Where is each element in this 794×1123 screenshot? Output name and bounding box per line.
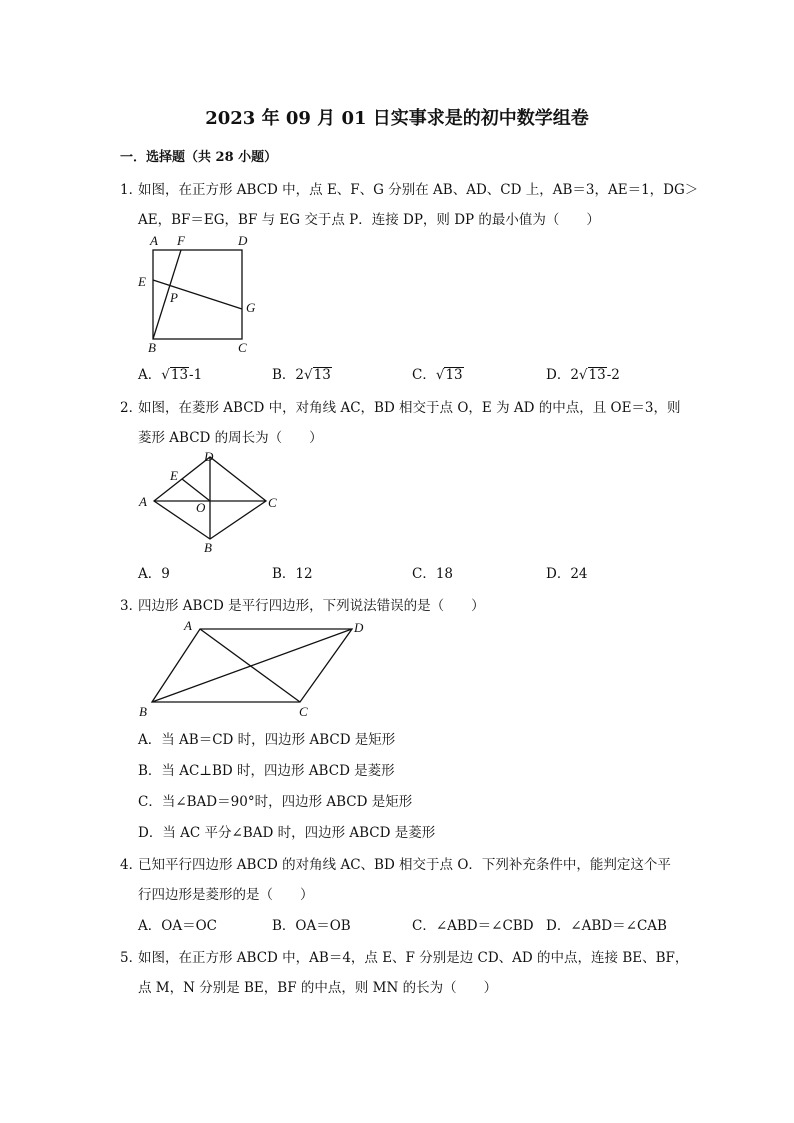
label-d: D (204, 449, 214, 464)
option-c: C．∠ABD＝∠CBD (412, 918, 534, 934)
option-d: D．∠ABD＝∠CAB (546, 918, 667, 934)
option-a: A．OA＝OC (138, 918, 217, 934)
radicand: 13 (170, 367, 189, 383)
option-letter: B． (272, 367, 296, 383)
radicand: 13 (313, 367, 331, 383)
question-text-line: 已知平行四边形 ABCD 的对角线 AC、BD 相交于点 O．下列补充条件中，能判定这个平 (138, 857, 671, 873)
label-b: B (139, 704, 147, 719)
rhombus-diagram (130, 445, 290, 557)
option-letter: D． (546, 367, 571, 383)
option-b: B．2√13 (272, 367, 331, 383)
label-e: E (170, 468, 178, 483)
label-f: F (177, 233, 185, 248)
question-text-line: 四边形 ABCD 是平行四边形，下列说法错误的是（ ） (138, 598, 485, 614)
option-tail: -2 (606, 367, 620, 383)
question-number: 2． (120, 400, 143, 416)
option-c: C．18 (412, 566, 454, 582)
radicand: 13 (445, 367, 463, 383)
label-g: G (246, 300, 256, 315)
option-c: C．当∠BAD＝90°时，四边形 ABCD 是矩形 (138, 794, 413, 810)
label-b: B (204, 540, 212, 555)
question-text-line: 菱形 ABCD 的周长为（ ） (138, 430, 323, 446)
coefficient: 2 (295, 367, 305, 383)
question-text-line: 如图，在菱形 ABCD 中，对角线 AC，BD 相交于点 O，E 为 AD 的中点，且 OE＝3，则 (138, 400, 681, 416)
option-d: D．2√13-2 (546, 367, 620, 383)
option-a: A．√13-1 (138, 367, 203, 383)
square-diagram (130, 230, 270, 358)
diagonal-ac (200, 629, 300, 702)
question-text-line: AE，BF＝EG，BF 与 EG 交于点 P．连接 DP，则 DP 的最小值为（ ） (138, 212, 600, 228)
label-o: O (196, 500, 206, 515)
option-letter: C． (412, 367, 436, 383)
question-text-line: 点 M，N 分别是 BE，BF 的中点，则 MN 的长为（ ） (138, 980, 498, 996)
section-heading: 一．选择题（共 28 小题） (120, 150, 278, 165)
label-b: B (148, 340, 156, 355)
option-b: B．当 AC⊥BD 时，四边形 ABCD 是菱形 (138, 763, 395, 779)
label-c: C (299, 704, 308, 719)
option-b: B．OA＝OB (272, 918, 351, 934)
question-text-line: 如图，在正方形 ABCD 中，点 E、F、G 分别在 AB、AD、CD 上，AB＝3，AE＝1，DG＞ (138, 182, 699, 198)
option-tail: -1 (189, 367, 203, 383)
radicand: 13 (588, 367, 606, 383)
label-a: A (139, 494, 147, 509)
parallelogram-diagram (130, 614, 380, 720)
question-text-line: 如图，在正方形 ABCD 中，AB＝4，点 E、F 分别是边 CD、AD 的中点，连接 BE、BF， (138, 950, 689, 966)
option-c: C．√13 (412, 367, 463, 383)
label-d: D (354, 620, 364, 635)
label-e: E (138, 274, 146, 289)
label-d: D (238, 233, 248, 248)
option-d: D．24 (546, 566, 588, 582)
option-d: D．当 AC 平分∠BAD 时，四边形 ABCD 是菱形 (138, 825, 436, 841)
question-number: 1． (120, 182, 143, 198)
option-a: A．9 (138, 566, 170, 582)
question-number: 4． (120, 857, 143, 873)
question-text-line: 行四边形是菱形的是（ ） (138, 887, 314, 903)
page-title: 2023 年 09 月 01 日实事求是的初中数学组卷 (205, 108, 589, 129)
label-c: C (238, 340, 247, 355)
label-c: C (268, 495, 277, 510)
option-a: A．当 AB＝CD 时，四边形 ABCD 是矩形 (138, 732, 396, 748)
question-number: 3． (120, 598, 143, 614)
segment-oe (182, 479, 210, 501)
label-p: P (170, 290, 178, 305)
option-b: B．12 (272, 566, 313, 582)
option-letter: A． (138, 367, 162, 383)
label-a: A (184, 618, 192, 633)
diagonal-bd (152, 629, 352, 702)
question-number: 5． (120, 950, 143, 966)
coefficient: 2 (570, 367, 579, 383)
label-a: A (150, 233, 158, 248)
